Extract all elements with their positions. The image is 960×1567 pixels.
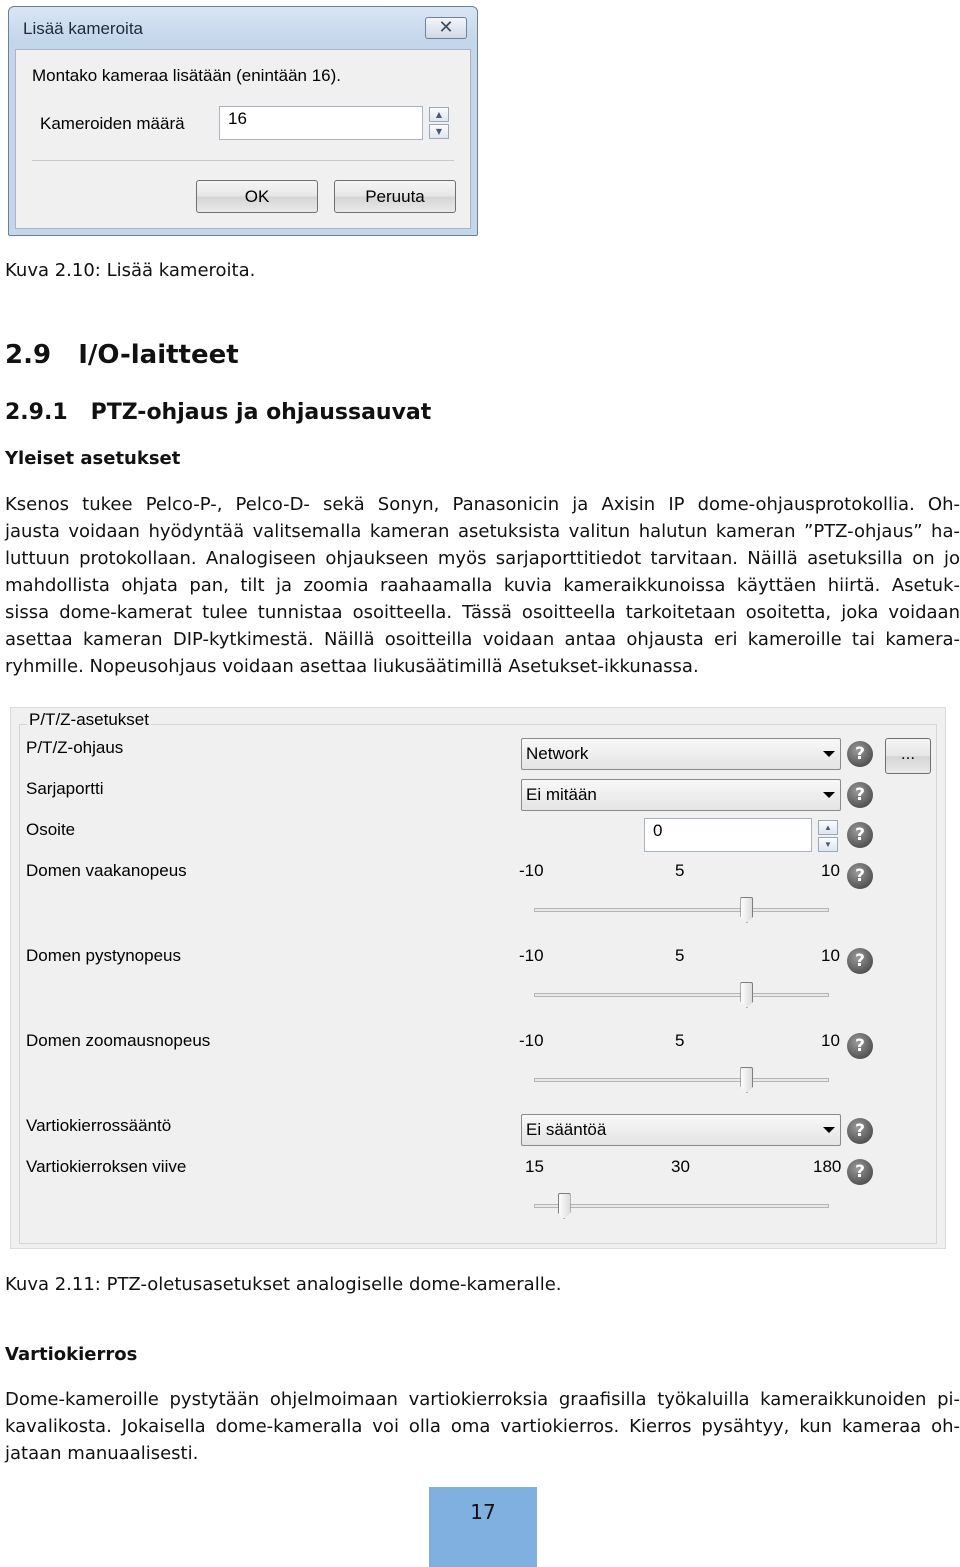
slider-tick-max: 10 [821, 1031, 840, 1050]
serial-port-value: Ei mitään [526, 785, 597, 804]
group-border [19, 1243, 937, 1244]
group-border [19, 724, 20, 1244]
address-label: Osoite [26, 820, 76, 839]
ptz-more-button[interactable]: ... [885, 738, 931, 774]
subsection-heading: 2.9.1 PTZ-ohjaus ja ohjaussauvat [5, 400, 432, 425]
add-cameras-dialog [8, 6, 478, 236]
paragraph-line: Ksenos tukee Pelco-P-, Pelco-D- sekä Sonyn, Panasonicin ja Axisin IP dome-ohjausprotokollia. Oh- [5, 494, 960, 515]
patrol-delay-label: Vartiokierroksen viive [26, 1157, 187, 1176]
paragraph-line: asettaa kameran DIP-kytkimestä. Näillä osoitteilla voidaan antaa ohjausta eri kameroille tai kamera- [5, 629, 960, 650]
slider-tick-max: 10 [821, 946, 840, 965]
body-paragraph-2 [5, 1386, 960, 1467]
stepper-up-icon[interactable]: ▲ [818, 820, 838, 835]
patrol-delay-slider-thumb[interactable] [558, 1193, 571, 1219]
paragraph-line: mahdollista ohjata pan, tilt ja zoomia raahaamalla kuvia kameraikkunoissa käyttäen hiirtä. Asetuk- [5, 575, 960, 596]
dropdown-arrow-icon [823, 792, 835, 798]
tilt-speed-label: Domen pystynopeus [26, 946, 181, 965]
zoom-speed-slider-track[interactable] [534, 1078, 829, 1082]
section-heading: 2.9 I/O-laitteet [5, 340, 239, 370]
zoom-speed-label: Domen zoomausnopeus [26, 1031, 211, 1050]
paragraph-line: jausta voidaan hyödyntää valitsemalla kameran asetuksista valitun halutun kameran ”PTZ-ohjaus” ha- [5, 521, 960, 542]
stepper-down-icon[interactable]: ▼ [818, 837, 838, 852]
slider-tick-mid: 5 [675, 946, 685, 965]
help-icon[interactable]: ? [847, 782, 873, 808]
page-number: 17 [429, 1487, 537, 1567]
stepper-up-icon[interactable]: ▲ [429, 107, 449, 122]
slider-tick-mid: 30 [671, 1157, 690, 1176]
patrol-delay-slider-track[interactable] [534, 1204, 829, 1208]
help-icon[interactable]: ? [847, 741, 873, 767]
pan-speed-slider-thumb[interactable] [740, 897, 753, 923]
slider-tick-max: 180 [813, 1157, 842, 1176]
help-icon[interactable]: ? [847, 1118, 873, 1144]
help-icon[interactable]: ? [847, 1033, 873, 1059]
help-icon[interactable]: ? [847, 1159, 873, 1185]
dropdown-arrow-icon [823, 1127, 835, 1133]
stepper-down-icon[interactable]: ▼ [429, 124, 449, 139]
dialog-question: Montako kameraa lisätään (enintään 16). [32, 66, 342, 85]
patrol-rule-label: Vartiokierrossääntö [26, 1116, 172, 1135]
slider-tick-min: -10 [519, 861, 544, 880]
camera-count-input[interactable]: 16 [219, 106, 423, 140]
slider-tick-mid: 5 [675, 861, 685, 880]
dialog-body [15, 49, 471, 229]
paragraph-line: luttuun protokollaan. Analogiseen ohjaukseen myös sarjaporttitiedot tarvitaan. Näillä asetuksilla on jo [5, 548, 960, 569]
zoom-speed-slider-thumb[interactable] [740, 1067, 753, 1093]
patrol-rule-value: Ei sääntöä [526, 1120, 607, 1139]
general-settings-heading: Yleiset asetukset [5, 448, 181, 469]
serial-port-select[interactable] [521, 779, 841, 811]
slider-tick-min: -10 [519, 946, 544, 965]
figure-caption-2-11: Kuva 2.11: PTZ-oletusasetukset analogiselle dome-kameralle. [5, 1274, 562, 1295]
cancel-button[interactable]: Peruuta [334, 180, 456, 213]
ptz-group-title: P/T/Z-asetukset [29, 710, 149, 729]
paragraph-line: kavalikosta. Jokaisella dome-kameralla voi olla oma vartiokierros. Kierros pysähtyy, kun kameraa oh- [5, 1416, 960, 1437]
help-icon[interactable]: ? [847, 863, 873, 889]
close-icon[interactable]: ✕ [425, 17, 467, 39]
ok-button[interactable]: OK [196, 180, 318, 213]
paragraph-line: Dome-kameroille pystytään ohjelmoimaan vartiokierroksia graafisilla työkaluilla kameraikkunoiden pi- [5, 1389, 960, 1410]
slider-tick-min: -10 [519, 1031, 544, 1050]
slider-tick-mid: 5 [675, 1031, 685, 1050]
address-input[interactable]: 0 [644, 818, 812, 852]
tilt-speed-slider-track[interactable] [534, 993, 829, 997]
ptz-settings-panel [10, 707, 946, 1249]
dialog-title: Lisää kameroita [23, 19, 144, 38]
group-border [19, 724, 937, 725]
slider-tick-min: 15 [525, 1157, 544, 1176]
paragraph-line: jataan manuaalisesti. [5, 1443, 199, 1464]
patrol-rule-select[interactable] [521, 1114, 841, 1146]
slider-tick-max: 10 [821, 861, 840, 880]
camera-count-stepper[interactable] [429, 107, 449, 141]
paragraph-line: ryhmille. Nopeusohjaus voidaan asettaa liukusäätimillä Asetukset-ikkunassa. [5, 656, 699, 677]
ptz-control-value: Network [526, 744, 589, 763]
address-stepper[interactable] [818, 820, 838, 854]
serial-port-label: Sarjaportti [26, 779, 104, 798]
pan-speed-slider-track[interactable] [534, 908, 829, 912]
dialog-divider [32, 160, 454, 161]
body-paragraph-1 [5, 491, 960, 680]
help-icon[interactable]: ? [847, 948, 873, 974]
ptz-control-label: P/T/Z-ohjaus [26, 738, 124, 757]
camera-count-label: Kameroiden määrä [40, 114, 185, 133]
pan-speed-label: Domen vaakanopeus [26, 861, 187, 880]
group-border [936, 724, 937, 1244]
figure-caption-2-10: Kuva 2.10: Lisää kameroita. [5, 260, 256, 281]
tilt-speed-slider-thumb[interactable] [740, 982, 753, 1008]
patrol-heading: Vartiokierros [5, 1344, 138, 1365]
dropdown-arrow-icon [823, 751, 835, 757]
ptz-control-select[interactable] [521, 738, 841, 770]
help-icon[interactable]: ? [847, 822, 873, 848]
paragraph-line: sissa dome-kamerat tulee tunnistaa osoitteella. Tässä osoitteella tarkoitetaan osoitetta, joka voidaan [5, 602, 960, 623]
